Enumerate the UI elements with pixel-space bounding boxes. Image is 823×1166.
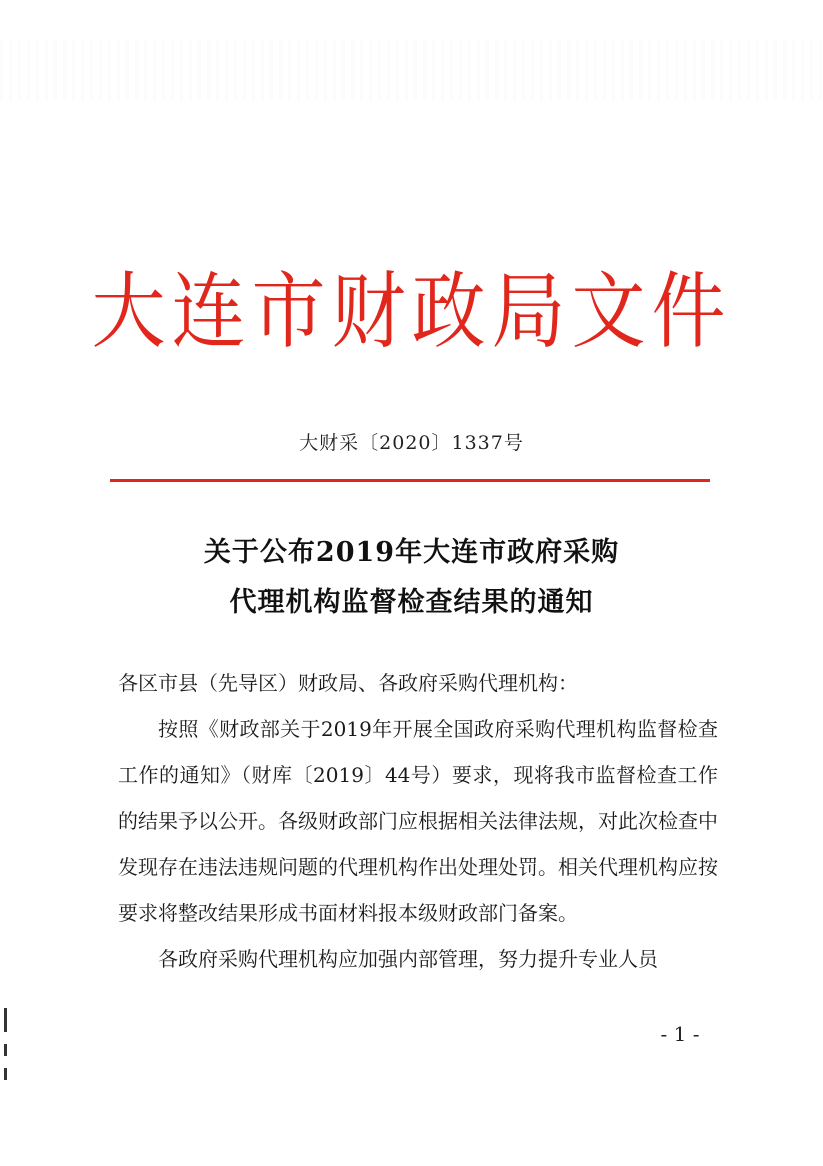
- notice-title: [0, 528, 823, 628]
- binding-edge-marks: [4, 1008, 7, 1088]
- red-divider-line: [110, 479, 710, 482]
- body-paragraph-1: 按照《财政部关于2019年开展全国政府采购代理机构监督检查工作的通知》（财库〔2019〕44号）要求，现将我市监督检查工作的结果予以公开。各级财政部门应根据相关法律法规，对此次检查中发现存在违法违规问题的代理机构作出处理处罚。相关代理机构应按要求将整改结果形成书面材料报本级财政部门备案。: [118, 717, 718, 925]
- scan-artifact-band: [0, 40, 823, 100]
- document-header-title: 大连市财政局文件: [91, 263, 732, 361]
- notice-title-line-1: 关于公布2019年大连市政府采购: [203, 537, 620, 568]
- document-number: 大财采〔2020〕1337号: [299, 432, 524, 454]
- notice-title-line-2: 代理机构监督检查结果的通知: [229, 587, 594, 618]
- body-paragraph-2: 各政府采购代理机构应加强内部管理，努力提升专业人员: [158, 947, 658, 971]
- document-body: [118, 660, 718, 982]
- addressee: 各区市县（先导区）财政局、各政府采购代理机构：: [118, 671, 578, 695]
- page-number: - 1 -: [660, 1022, 700, 1046]
